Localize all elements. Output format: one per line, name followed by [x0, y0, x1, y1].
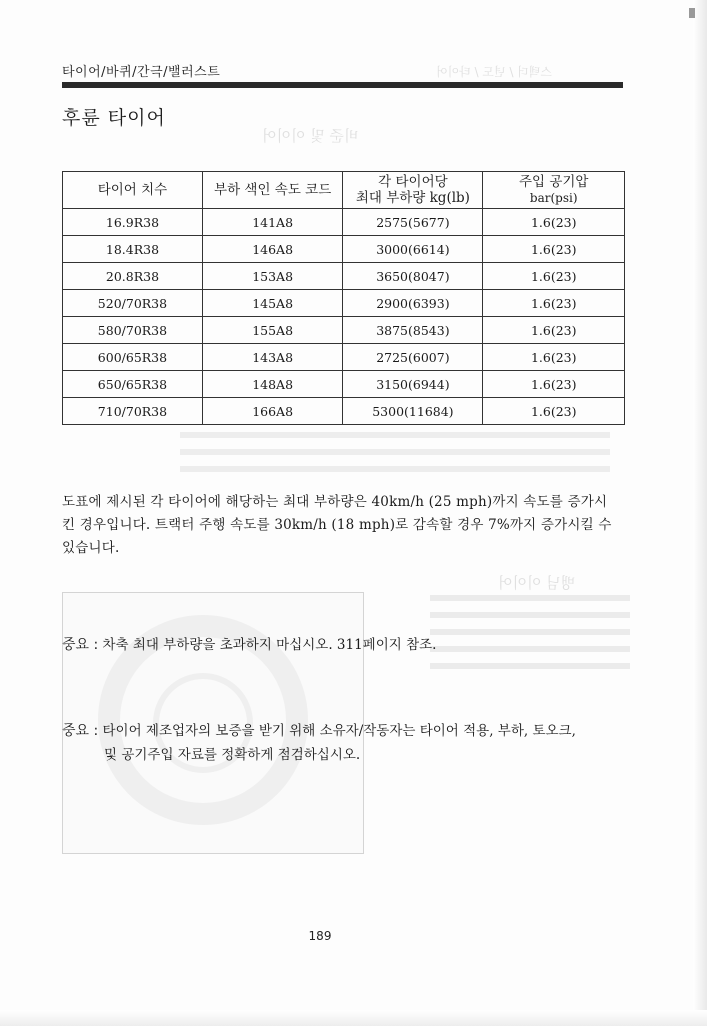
cell-max-load: 3650(8047)	[343, 263, 483, 290]
col-header-max-load	[343, 172, 483, 209]
cell-pressure: 1.6(23)	[483, 398, 625, 425]
cell-pressure: 1.6(23)	[483, 209, 625, 236]
cell-max-load: 3875(8543)	[343, 317, 483, 344]
col-header-max-load-line1: 각 타이어당	[378, 174, 448, 190]
scan-edge	[0, 1010, 707, 1026]
cell-load-index: 141A8	[202, 209, 342, 236]
table-row	[63, 398, 625, 425]
table-row	[63, 371, 625, 398]
important-note-axle-load	[62, 633, 436, 657]
note-label: 중요 :	[62, 723, 99, 739]
note-label: 중요 :	[62, 637, 99, 653]
note-text: 타이어 제조업자의 보증을 받기 위해 소유자/작동자는 타이어 적용, 부하, 토오크,	[102, 723, 576, 739]
cell-size: 710/70R38	[63, 398, 203, 425]
cell-load-index: 153A8	[202, 263, 342, 290]
cell-pressure: 1.6(23)	[483, 344, 625, 371]
ghost-text: 스텍더 / 년도 / 타이어	[436, 65, 553, 79]
ghost-text: 비준 및 이이어	[262, 127, 359, 145]
cell-size: 520/70R38	[63, 290, 203, 317]
paragraph-line: 있습니다.	[62, 540, 120, 556]
col-header-size: 타이어 치수	[63, 172, 203, 209]
col-header-load-index: 부하 색인 속도 코드	[202, 172, 342, 209]
ghost-lines	[180, 432, 610, 483]
paragraph-line: 킨 경우입니다. 트랙터 주행 속도를 30km/h (18 mph)로 감속할 경우 7%까지 증가시킬 수	[62, 517, 612, 533]
cell-size: 600/65R38	[63, 344, 203, 371]
cell-load-index: 146A8	[202, 236, 342, 263]
col-header-pressure	[483, 172, 625, 209]
table-row	[63, 344, 625, 371]
cell-size: 18.4R38	[63, 236, 203, 263]
scan-mark	[689, 8, 695, 18]
cell-pressure: 1.6(23)	[483, 317, 625, 344]
cell-max-load: 2725(6007)	[343, 344, 483, 371]
rear-tire-spec-table	[62, 171, 625, 425]
cell-size: 20.8R38	[63, 263, 203, 290]
cell-pressure: 1.6(23)	[483, 290, 625, 317]
ghost-text: 뱅님 이이어	[498, 574, 576, 592]
cell-max-load: 5300(11684)	[343, 398, 483, 425]
note-text-line2: 및 공기주입 자료를 정확하게 점검하십시오.	[104, 747, 361, 763]
note-text: 차축 최대 부하량을 초과하지 마십시오. 311페이지 참조.	[102, 637, 437, 653]
col-header-pressure-line2: bar(psi)	[529, 191, 578, 205]
cell-load-index: 145A8	[202, 290, 342, 317]
col-header-max-load-line2: 최대 부하량 kg(lb)	[355, 190, 470, 206]
col-header-pressure-line1: 주입 공기압	[518, 174, 589, 190]
header-rule	[62, 82, 623, 88]
page-number: 189	[308, 929, 332, 943]
table-row	[63, 263, 625, 290]
cell-max-load: 3150(6944)	[343, 371, 483, 398]
cell-load-index: 148A8	[202, 371, 342, 398]
cell-max-load: 2575(5677)	[343, 209, 483, 236]
table-row	[63, 209, 625, 236]
cell-max-load: 2900(6393)	[343, 290, 483, 317]
cell-max-load: 3000(6614)	[343, 236, 483, 263]
table-header-row	[63, 172, 625, 209]
cell-pressure: 1.6(23)	[483, 263, 625, 290]
cell-load-index: 143A8	[202, 344, 342, 371]
cell-load-index: 166A8	[202, 398, 342, 425]
table-row	[63, 317, 625, 344]
cell-pressure: 1.6(23)	[483, 371, 625, 398]
cell-load-index: 155A8	[202, 317, 342, 344]
scan-edge	[693, 0, 707, 1026]
cell-pressure: 1.6(23)	[483, 236, 625, 263]
header-section-path: 타이어/바퀴/간극/밸러스트	[62, 65, 221, 80]
cell-size: 650/65R38	[63, 371, 203, 398]
cell-size: 580/70R38	[63, 317, 203, 344]
ghost-lines	[430, 595, 630, 680]
cell-size: 16.9R38	[63, 209, 203, 236]
important-note-warranty	[62, 719, 576, 767]
load-speed-paragraph	[62, 491, 622, 560]
table-row	[63, 290, 625, 317]
paragraph-line: 도표에 제시된 각 타이어에 해당하는 최대 부하량은 40km/h (25 mph)까지 속도를 증가시	[62, 494, 608, 510]
table-row	[63, 236, 625, 263]
section-title: 후륜 타이어	[62, 107, 166, 129]
